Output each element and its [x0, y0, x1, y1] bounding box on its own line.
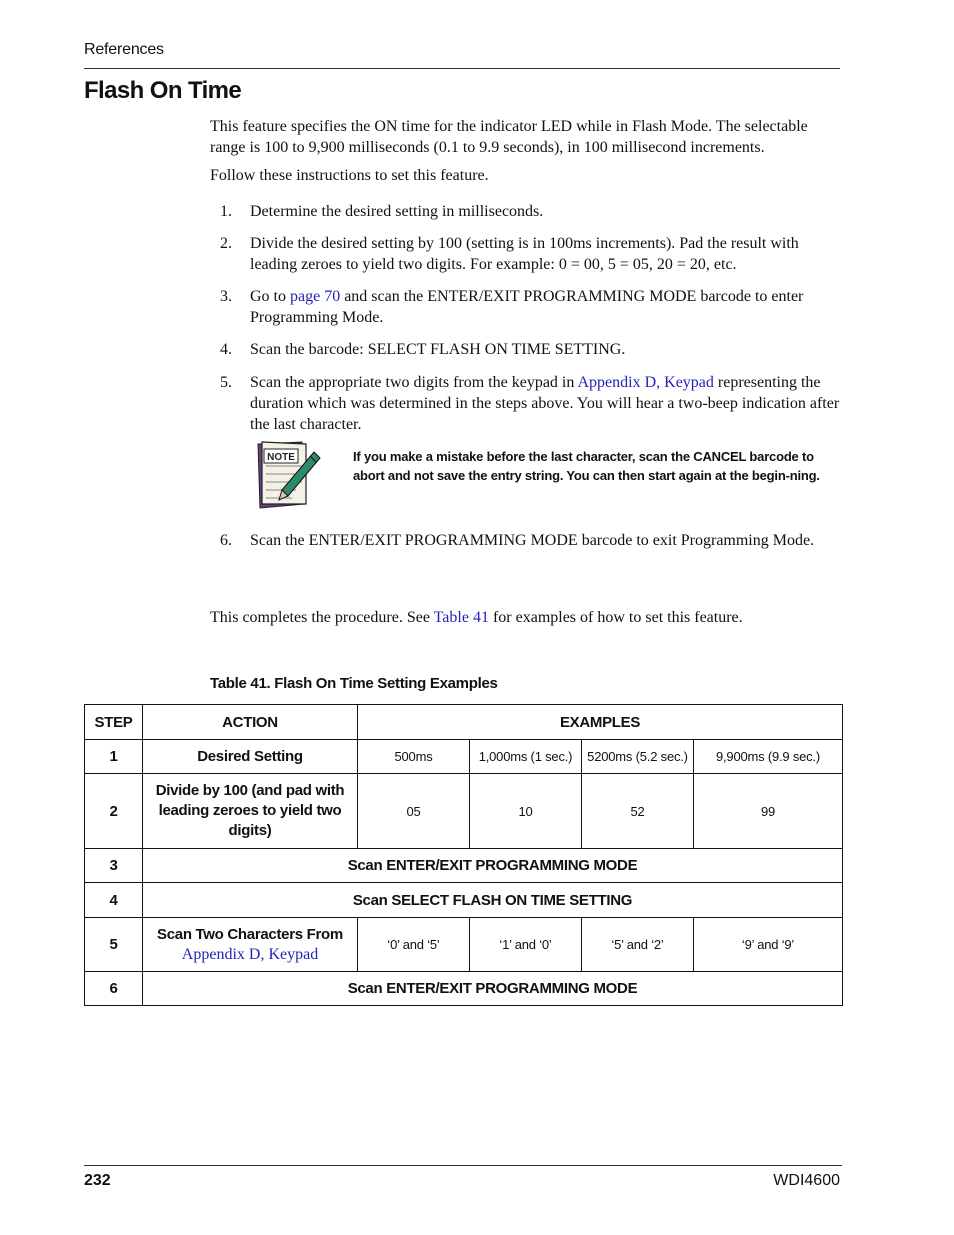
- step-text-end: and scan the ENTER/EXIT PROGRAMMING MODE barcode to enter Programming Mode.: [250, 288, 804, 326]
- example-cell: ‘1’ and ‘0’: [470, 918, 582, 972]
- step-text-start: Go to: [250, 288, 290, 305]
- step-number: 5.: [220, 374, 232, 391]
- note-text: If you make a mistake before the last character, scan the CANCEL barcode to abort and not save the entry string. You can then start again at the begin-ning.: [353, 449, 820, 483]
- table-row: [85, 918, 843, 972]
- step-number: 1.: [220, 203, 232, 220]
- row-action: Scan SELECT FLASH ON TIME SETTING: [143, 883, 843, 918]
- header-action: ACTION: [143, 705, 358, 740]
- example-cell: 9,900ms (9.9 sec.): [694, 740, 843, 774]
- table-row: [85, 740, 843, 774]
- completion-paragraph: [210, 607, 838, 628]
- row-action: [143, 918, 358, 972]
- row-step: 2: [85, 774, 143, 849]
- page-header: [84, 40, 840, 69]
- example-cell: 1,000ms (1 sec.): [470, 740, 582, 774]
- step-text: Determine the desired setting in milliseconds.: [250, 203, 544, 220]
- note-icon: [252, 438, 324, 510]
- table-row: [85, 883, 843, 918]
- row-step: 3: [85, 849, 143, 883]
- table-header-row: [85, 705, 843, 740]
- appendix-d-keypad-link[interactable]: Appendix D, Keypad: [181, 945, 319, 963]
- step-number: 6.: [220, 532, 232, 549]
- row-step: 5: [85, 918, 143, 972]
- step-text: Divide the desired setting by 100 (setting is in 100ms increments). Pad the result with leading zeroes to yield two digits. For example: 0 = 00, 5 = 05, 20 = 20, etc.: [250, 235, 799, 273]
- step-text-start: Scan the appropriate two digits from the keypad in: [250, 374, 578, 391]
- example-cell: 500ms: [358, 740, 470, 774]
- page-title: Flash On Time: [84, 77, 242, 104]
- header-step: STEP: [85, 705, 143, 740]
- page-70-link[interactable]: page 70: [290, 288, 341, 305]
- page-footer: [84, 1165, 842, 1189]
- follow-paragraph: Follow these instructions to set this feature.: [210, 167, 489, 184]
- table-row: [85, 774, 843, 849]
- example-cell: 05: [358, 774, 470, 849]
- step-text: Scan the barcode: SELECT FLASH ON TIME SETTING.: [250, 341, 626, 358]
- step-number: 4.: [220, 341, 232, 358]
- completion-text-start: This completes the procedure. See: [210, 609, 434, 626]
- intro-paragraph: This feature specifies the ON time for the indicator LED while in Flash Mode. The selectable range is 100 to 9,900 milliseconds (0.1 to 9.9 seconds), in 100 millisecond increments.: [210, 118, 808, 156]
- step-text: [250, 372, 840, 435]
- row-action: Scan ENTER/EXIT PROGRAMMING MODE: [143, 849, 843, 883]
- step-text-end: representing the duration which was determined in the steps above. You will hear a two-beep indication after the last character.: [250, 374, 840, 433]
- example-cell: 10: [470, 774, 582, 849]
- header-examples: EXAMPLES: [358, 705, 843, 740]
- example-cell: ‘9’ and ‘9’: [694, 918, 843, 972]
- example-cell: 52: [582, 774, 694, 849]
- appendix-d-keypad-link[interactable]: Appendix D, Keypad: [577, 374, 714, 391]
- step-text: [250, 286, 840, 328]
- section-name: References: [84, 41, 164, 58]
- page-number: 232: [84, 1172, 111, 1189]
- completion-text-end: for examples of how to set this feature.: [488, 609, 743, 626]
- row-step: 4: [85, 883, 143, 918]
- table-row: [85, 972, 843, 1006]
- step-number: 2.: [220, 235, 232, 252]
- row-action: Desired Setting: [143, 740, 358, 774]
- row-action-text: Scan Two Characters From: [157, 925, 343, 943]
- step-text: Scan the ENTER/EXIT PROGRAMMING MODE barcode to exit Programming Mode.: [250, 532, 815, 549]
- settings-table: [84, 704, 843, 1006]
- example-cell: 99: [694, 774, 843, 849]
- row-action: Divide by 100 (and pad with leading zeroes to yield two digits): [143, 774, 358, 849]
- example-cell: ‘0’ and ‘5’: [358, 918, 470, 972]
- step-number: 3.: [220, 288, 232, 305]
- note-icon-label: NOTE: [267, 452, 295, 463]
- row-step: 6: [85, 972, 143, 1006]
- example-cell: 5200ms (5.2 sec.): [582, 740, 694, 774]
- row-action: Scan ENTER/EXIT PROGRAMMING MODE: [143, 972, 843, 1006]
- table-41-link[interactable]: Table 41: [433, 609, 489, 626]
- table-row: [85, 849, 843, 883]
- row-step: 1: [85, 740, 143, 774]
- example-cell: ‘5’ and ‘2’: [582, 918, 694, 972]
- document-id: WDI4600: [773, 1172, 840, 1189]
- table-caption: Table 41. Flash On Time Setting Examples: [210, 675, 498, 692]
